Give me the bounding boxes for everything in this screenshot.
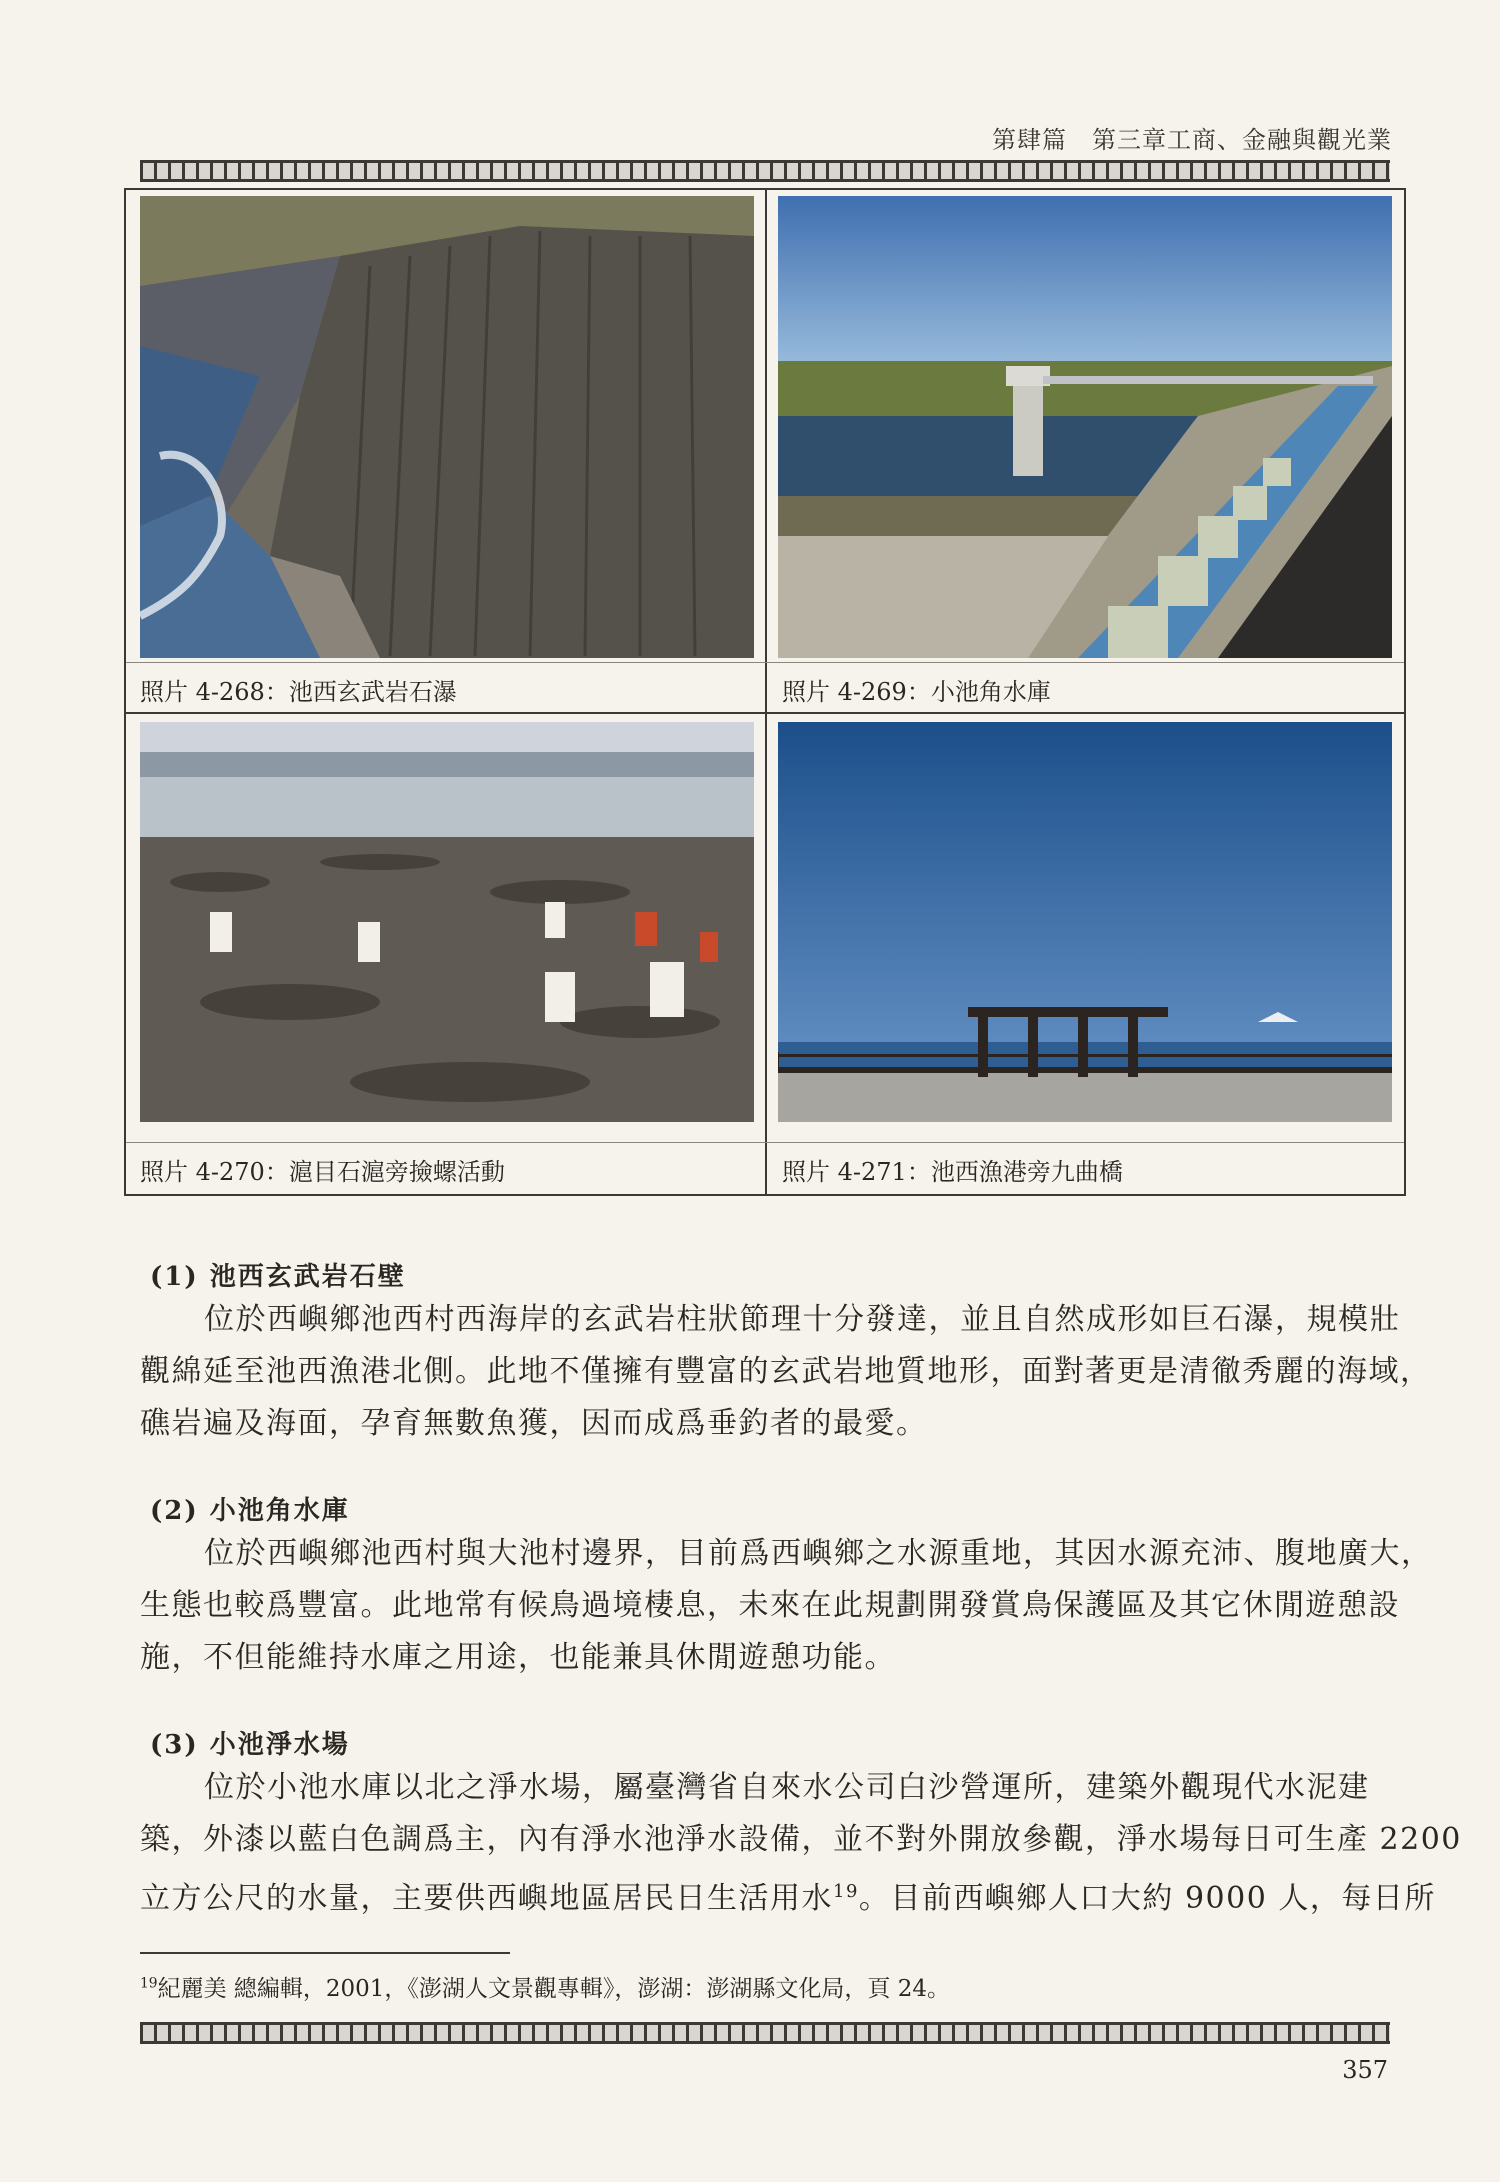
text-line [140, 1866, 1436, 1925]
section-body [140, 1762, 1462, 1925]
section-body [140, 1294, 1432, 1450]
text-fragment: 立方公尺的水量，主要供西嶼地區居民日生活用水 [140, 1881, 833, 1916]
footnote-ref[interactable]: 19 [833, 1881, 859, 1902]
footnote [140, 1970, 950, 2003]
grid-divider-vertical [765, 190, 767, 1194]
decorative-border-bottom [140, 2022, 1390, 2044]
text-line: 位於西嶼鄉池西村西海岸的玄武岩柱狀節理十分發達，並且自然成形如巨石瀑，規模壯 [204, 1302, 1401, 1337]
photo-tidal-flat [140, 722, 754, 1122]
photo-basalt-cliff [140, 196, 754, 658]
decorative-border-top [140, 160, 1390, 182]
section-heading: (2) 小池角水庫 [150, 1496, 350, 1526]
text-line: 位於西嶼鄉池西村與大池村邊界，目前爲西嶼鄉之水源重地，其因水源充沛、腹地廣大， [204, 1536, 1433, 1571]
grid-divider-horizontal [126, 712, 1404, 714]
page-number: 357 [1342, 2056, 1388, 2084]
text-line: 生態也較爲豐富。此地常有候鳥過境棲息，未來在此規劃開發賞鳥保護區及其它休閒遊憩設 [140, 1588, 1400, 1623]
footnote-divider [140, 1952, 510, 1954]
photo-reservoir [778, 196, 1392, 658]
footnote-text: 紀麗美 總編輯，2001，《澎湖人文景觀專輯》，澎湖：澎湖縣文化局，頁 24。 [157, 1976, 950, 2002]
caption-divider-bottom [126, 1142, 1404, 1143]
text-line: 施，不但能維持水庫之用途，也能兼具休閒遊憩功能。 [140, 1640, 896, 1675]
text-line: 礁岩遍及海面，孕育無數魚獲，因而成爲垂釣者的最愛。 [140, 1406, 928, 1441]
text-fragment: 。目前西嶼鄉人口大約 9000 人，每日所 [858, 1881, 1436, 1916]
running-header: 第肆篇 第三章工商、金融與觀光業 [992, 126, 1392, 154]
photo-caption: 照片 4-270：滬目石滬旁撿螺活動 [140, 1158, 505, 1186]
text-line: 觀綿延至池西漁港北側。此地不僅擁有豐富的玄武岩地質地形，面對著更是清徹秀麗的海域， [140, 1354, 1432, 1389]
section-heading: (3) 小池淨水場 [150, 1730, 350, 1760]
section-heading: (1) 池西玄武岩石壁 [150, 1262, 406, 1292]
text-line: 位於小池水庫以北之淨水場，屬臺灣省自來水公司白沙營運所，建築外觀現代水泥建 [204, 1770, 1370, 1805]
photo-caption: 照片 4-269：小池角水庫 [782, 678, 1051, 706]
photo-caption: 照片 4-268：池西玄武岩石瀑 [140, 678, 457, 706]
photo-grid [124, 188, 1406, 1196]
section-body [140, 1528, 1433, 1684]
photo-nine-bend-bridge [778, 722, 1392, 1122]
footnote-number: 19 [140, 1975, 158, 1992]
photo-caption: 照片 4-271：池西漁港旁九曲橋 [782, 1158, 1123, 1186]
text-line: 築，外漆以藍白色調爲主，內有淨水池淨水設備，並不對外開放參觀，淨水場每日可生產 2200 [140, 1822, 1462, 1857]
caption-divider-top [126, 662, 1404, 663]
